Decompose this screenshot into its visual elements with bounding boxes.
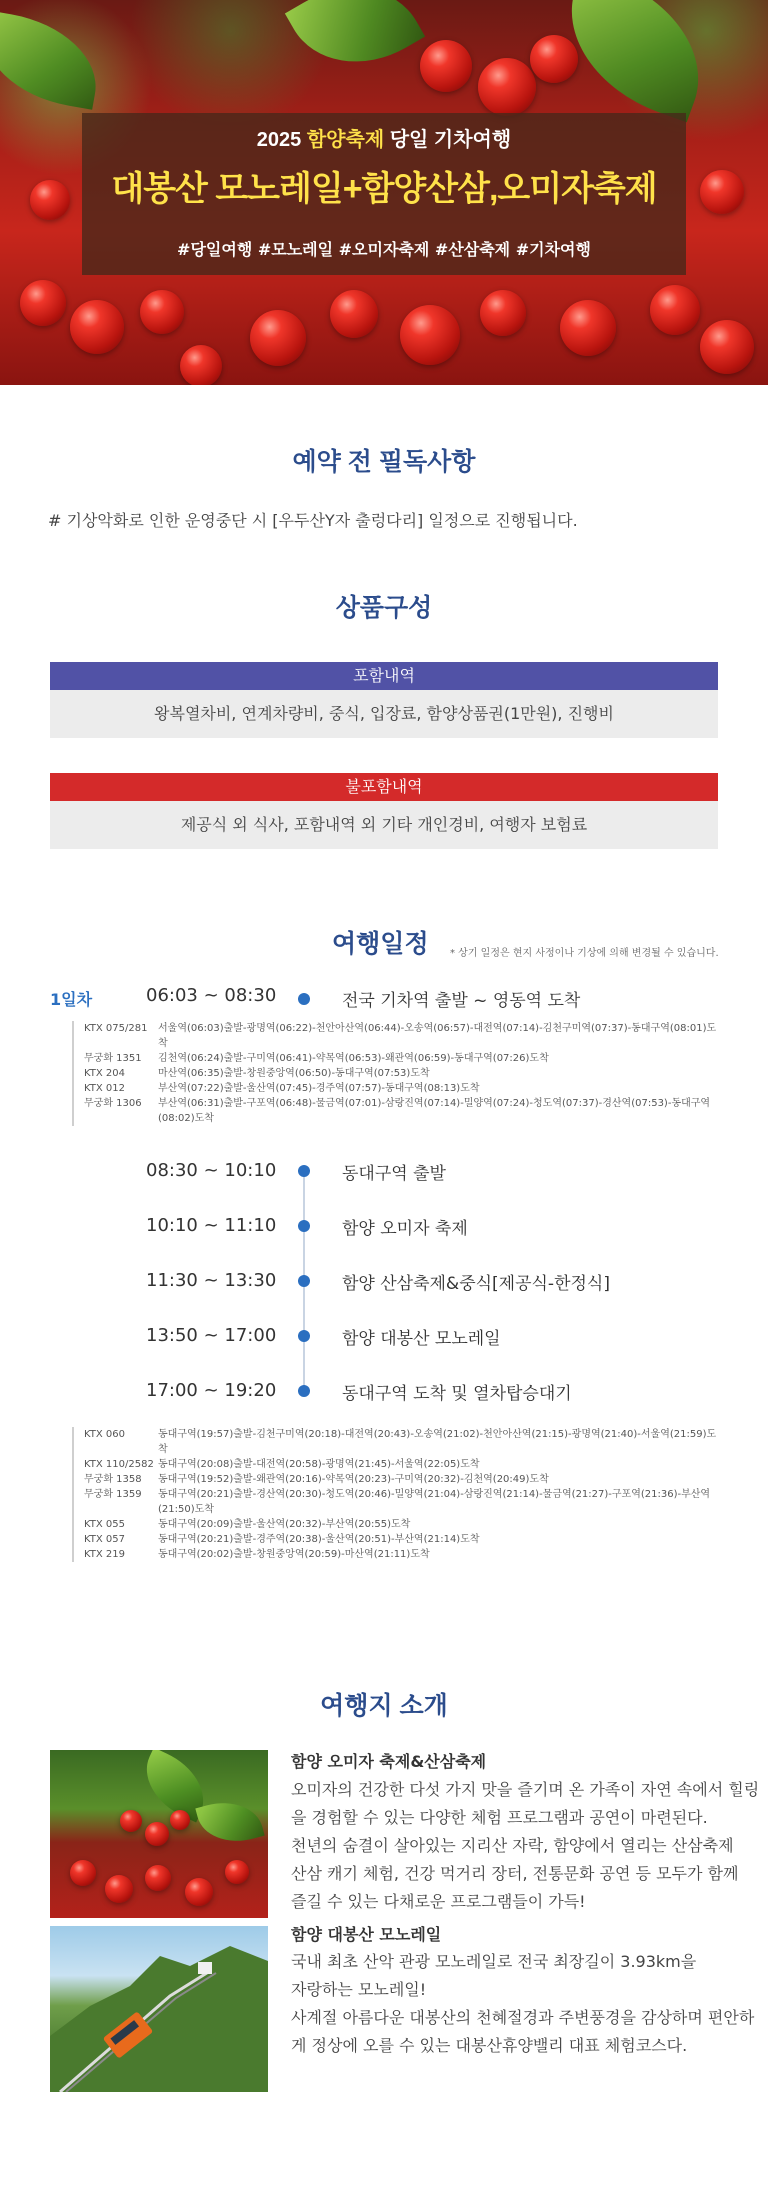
train-route: 김천역(06:24)출발-구미역(06:41)-약목역(06:53)-왜관역(06:59)-동대구역(07:26)도착 xyxy=(158,1053,549,1064)
product-title: 상품구성 xyxy=(335,594,433,622)
timeline-dot xyxy=(298,993,310,1005)
train-row xyxy=(84,1532,718,1547)
train-row xyxy=(84,1081,718,1096)
notice-title: 예약 전 필독사항 xyxy=(292,448,476,476)
train-route: 마산역(06:35)출발-창원중앙역(06:50)-동대구역(07:53)도착 xyxy=(158,1068,430,1079)
train-code: 무궁화 1358 xyxy=(84,1474,142,1485)
berry xyxy=(420,40,472,92)
train-route: 동대구역(20:02)출발-창원중앙역(20:59)-마산역(21:11)도착 xyxy=(158,1549,430,1560)
berry xyxy=(700,170,744,214)
train-code: KTX 012 xyxy=(84,1083,126,1094)
train-row xyxy=(84,1472,718,1487)
omija-festival-photo xyxy=(50,1750,268,1918)
berry xyxy=(170,1810,190,1830)
berry xyxy=(145,1865,171,1891)
train-row xyxy=(84,1021,718,1051)
excluded-text: 제공식 외 식사, 포함내역 외 기타 개인경비, 여행자 보험료 xyxy=(50,801,718,849)
intro-description xyxy=(291,1948,761,2060)
berry xyxy=(478,58,536,116)
day-label: 1일차 xyxy=(50,990,93,1009)
train-code: KTX 219 xyxy=(84,1549,126,1560)
schedule-time: 08:30 ~ 10:10 xyxy=(146,1160,277,1181)
train-code: KTX 204 xyxy=(84,1068,126,1079)
train-row xyxy=(84,1517,718,1532)
timeline-dot xyxy=(298,1385,310,1397)
hero-title-box xyxy=(82,113,686,275)
return-trains xyxy=(72,1427,718,1562)
hero-year: 2025 xyxy=(256,129,302,151)
hero-hashtags: #당일여행 #모노레일 #오미자축제 #산삼축제 #기차여행 xyxy=(177,240,591,259)
intro-line: 국내 최초 산악 관광 모노레일로 전국 최장길이 3.93km을 xyxy=(291,1952,697,1971)
schedule-note: * 상기 일정은 현지 사정이나 기상에 의해 변경될 수 있습니다. xyxy=(450,948,719,959)
leaf-decoration xyxy=(285,0,425,91)
berry xyxy=(140,290,184,334)
train-route: 동대구역(20:08)출발-대전역(20:58)-광명역(21:45)-서울역(22:05)도착 xyxy=(158,1459,480,1470)
schedule-time: 06:03 ~ 08:30 xyxy=(146,985,277,1006)
train-row xyxy=(84,1096,718,1126)
train-code: 무궁화 1306 xyxy=(84,1098,142,1109)
train-row xyxy=(84,1066,718,1081)
train-code: KTX 060 xyxy=(84,1429,126,1440)
train-row xyxy=(84,1427,718,1457)
monorail-illustration xyxy=(50,1926,268,2092)
train-route: 동대구역(20:09)출발-울산역(20:32)-부산역(20:55)도착 xyxy=(158,1519,411,1530)
intro-description xyxy=(291,1776,761,1916)
train-code: 무궁화 1351 xyxy=(84,1053,142,1064)
hero-title: 대봉산 모노레일+함양산삼,오미자축제 xyxy=(111,170,657,208)
train-code: KTX 057 xyxy=(84,1534,126,1545)
leaf-decoration xyxy=(195,1793,264,1851)
berry xyxy=(700,320,754,374)
berry xyxy=(70,1860,96,1886)
intro-heading: 함양 오미자 축제&산삼축제 xyxy=(291,1752,487,1771)
berry xyxy=(30,180,70,220)
schedule-time: 13:50 ~ 17:00 xyxy=(146,1325,277,1346)
berry xyxy=(70,300,124,354)
hero-subtitle xyxy=(82,123,686,152)
schedule-activity: 전국 기차역 출발 ~ 영동역 도착 xyxy=(342,991,581,1011)
berry xyxy=(225,1860,249,1884)
timeline-dot xyxy=(298,1165,310,1177)
schedule-activity: 함양 대봉산 모노레일 xyxy=(342,1329,501,1349)
intro-line: 산삼 캐기 체험, 건강 먹거리 장터, 전통문화 공연 등 모두가 함께 xyxy=(291,1864,739,1883)
schedule-activity: 함양 오미자 축제 xyxy=(342,1219,468,1239)
timeline-dot xyxy=(298,1330,310,1342)
berry xyxy=(105,1875,133,1903)
intro-line: 을 경험할 수 있는 다양한 체험 프로그램과 공연이 마련된다. xyxy=(291,1808,708,1827)
train-route: 부산역(07:22)출발-울산역(07:45)-경주역(07:57)-동대구역(08:13)도착 xyxy=(158,1083,480,1094)
berry xyxy=(650,285,700,335)
monorail-photo xyxy=(50,1926,268,2092)
train-route: 동대구역(20:21)출발-경주역(20:38)-울산역(20:51)-부산역(21:14)도착 xyxy=(158,1534,480,1545)
train-code: KTX 055 xyxy=(84,1519,126,1530)
hero-festival: 함양축제 xyxy=(306,129,385,151)
train-code: KTX 110/2582 xyxy=(84,1459,154,1470)
train-route: 동대구역(19:52)출발-왜관역(20:16)-약목역(20:23)-구미역(20:32)-김천역(20:49)도착 xyxy=(158,1474,549,1485)
berry xyxy=(120,1810,142,1832)
train-row xyxy=(84,1547,718,1562)
train-route: 부산역(06:31)출발-구포역(06:48)-물금역(07:01)-삼랑진역(07:14)-밀양역(07:24)-청도역(07:37)-경산역(07:53)-동대구역(08:02)도착 xyxy=(158,1098,711,1124)
intro-line: 사계절 아름다운 대봉산의 천혜절경과 주변풍경을 감상하며 편안하 xyxy=(291,2008,755,2027)
intro-line: 천년의 숨결이 살아있는 지리산 자락, 함양에서 열리는 산삼축제 xyxy=(291,1836,734,1855)
train-row xyxy=(84,1487,718,1517)
intro-title: 여행지 소개 xyxy=(320,1692,448,1720)
berry xyxy=(145,1822,169,1846)
outbound-trains xyxy=(72,1021,718,1126)
timeline-dot xyxy=(298,1275,310,1287)
berry xyxy=(560,300,616,356)
schedule-activity: 동대구역 도착 및 열차탑승대기 xyxy=(342,1384,572,1404)
berry xyxy=(530,35,578,83)
berry xyxy=(480,290,526,336)
schedule-activity: 동대구역 출발 xyxy=(342,1164,446,1184)
train-route: 동대구역(20:21)출발-경산역(20:30)-청도역(20:46)-밀양역(21:04)-삼랑진역(21:14)-물금역(21:27)-구포역(21:36)-부산역(21:50)도착 xyxy=(158,1489,711,1515)
schedule-activity: 함양 산삼축제&중식[제공식-한정식] xyxy=(342,1274,610,1294)
notice-text: # 기상악화로 인한 운영중단 시 [우두산Y자 출렁다리] 일정으로 진행됩니다. xyxy=(48,511,578,530)
schedule-time: 11:30 ~ 13:30 xyxy=(146,1270,277,1291)
hero-trip-type: 당일 기차여행 xyxy=(389,129,512,151)
berry xyxy=(185,1878,213,1906)
schedule-time: 17:00 ~ 19:20 xyxy=(146,1380,277,1401)
schedule-time: 10:10 ~ 11:10 xyxy=(146,1215,277,1236)
train-code: KTX 075/281 xyxy=(84,1023,148,1034)
berry xyxy=(20,280,66,326)
berry xyxy=(400,305,460,365)
train-route: 서울역(06:03)출발-광명역(06:22)-천안아산역(06:44)-오송역(06:57)-대전역(07:14)-김천구미역(07:37)-동대구역(08:01)도착 xyxy=(158,1023,717,1049)
intro-line: 즐길 수 있는 다채로운 프로그램들이 가득! xyxy=(291,1892,586,1911)
leaf-decoration xyxy=(0,10,106,110)
included-label: 포함내역 xyxy=(50,662,718,690)
train-code: 무궁화 1359 xyxy=(84,1489,142,1500)
intro-line: 자랑하는 모노레일! xyxy=(291,1980,427,1999)
hero-banner xyxy=(0,0,768,385)
berry xyxy=(180,345,222,385)
excluded-label: 불포함내역 xyxy=(50,773,718,801)
intro-line: 오미자의 건강한 다섯 가지 맛을 즐기며 온 가족이 자연 속에서 힐링 xyxy=(291,1780,760,1799)
intro-line: 게 정상에 오를 수 있는 대봉산휴양밸리 대표 체험코스다. xyxy=(291,2036,688,2055)
berry xyxy=(250,310,306,366)
berry xyxy=(330,290,378,338)
included-text: 왕복열차비, 연계차량비, 중식, 입장료, 함양상품권(1만원), 진행비 xyxy=(50,690,718,738)
timeline-dot xyxy=(298,1220,310,1232)
train-row xyxy=(84,1051,718,1066)
train-route: 동대구역(19:57)출발-김천구미역(20:18)-대전역(20:43)-오송역(21:02)-천안아산역(21:15)-광명역(21:40)-서울역(21:59)도착 xyxy=(158,1429,717,1455)
intro-heading: 함양 대봉산 모노레일 xyxy=(291,1925,442,1944)
train-row xyxy=(84,1457,718,1472)
schedule-title: 여행일정 xyxy=(332,930,429,958)
